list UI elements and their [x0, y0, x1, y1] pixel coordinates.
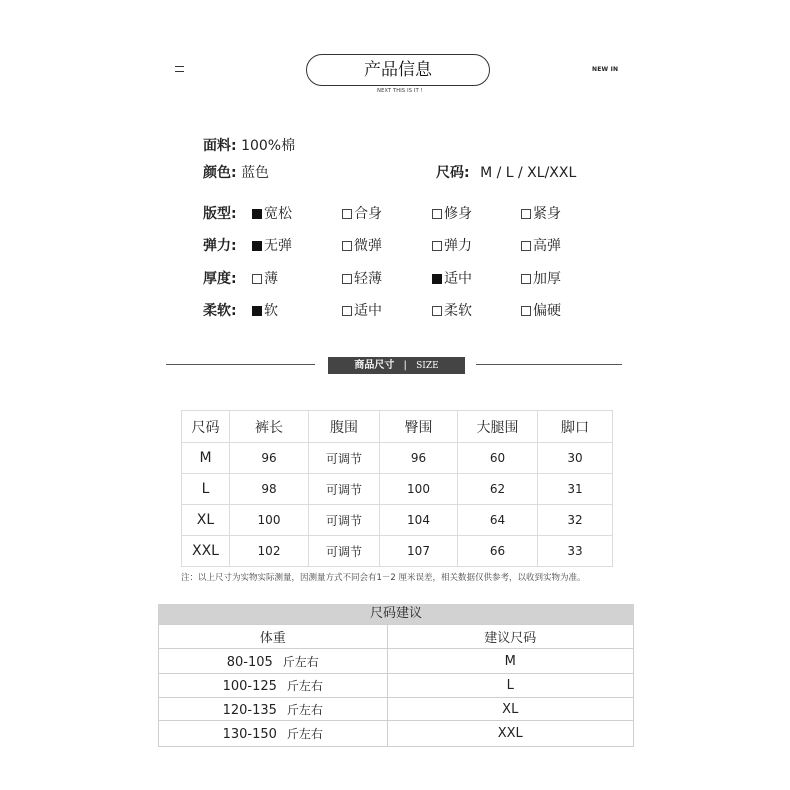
- attribute-label: 柔软:: [203, 303, 237, 319]
- recommend-table: [158, 624, 634, 747]
- fabric-row: [203, 135, 295, 155]
- table-cell: 可调节: [309, 536, 380, 567]
- attribute-option-label: 无弹: [264, 238, 292, 254]
- attribute-label: 版型:: [203, 206, 237, 222]
- weight-range: 100-125: [222, 679, 277, 694]
- attribute-option[interactable]: [521, 235, 561, 255]
- table-cell: 100: [380, 474, 458, 505]
- size-table: [181, 410, 613, 567]
- checkbox-empty-icon[interactable]: [342, 274, 352, 284]
- table-header-cell: 腹围: [309, 411, 380, 443]
- checkbox-empty-icon[interactable]: [521, 209, 531, 219]
- attribute-option[interactable]: [432, 300, 472, 320]
- color-label: 颜色:: [203, 165, 237, 181]
- fabric-value: 100%棉: [241, 138, 296, 154]
- attribute-option[interactable]: [432, 235, 472, 255]
- attribute-option-label: 宽松: [264, 206, 292, 222]
- table-header-cell: 臀围: [380, 411, 458, 443]
- table-header-cell: 裤长: [230, 411, 309, 443]
- table-header-row: [182, 411, 613, 443]
- table-row: [182, 474, 613, 505]
- sizes-row: [436, 162, 576, 182]
- recommend-weight-cell: [159, 649, 388, 674]
- table-cell: 66: [458, 536, 538, 567]
- attribute-option[interactable]: [521, 300, 561, 320]
- table-cell: M: [182, 443, 230, 474]
- new-in-label: NEW IN: [592, 66, 619, 73]
- attribute-option-label: 合身: [354, 206, 382, 222]
- recommend-weight-cell: [159, 698, 388, 721]
- attribute-option[interactable]: [252, 203, 292, 223]
- page-title: 产品信息: [306, 54, 490, 86]
- recommend-row: [159, 721, 634, 747]
- table-cell: 62: [458, 474, 538, 505]
- recommend-size-cell: M: [387, 649, 633, 674]
- recommend-row: [159, 649, 634, 674]
- checkbox-empty-icon[interactable]: [521, 274, 531, 284]
- checkbox-empty-icon[interactable]: [342, 209, 352, 219]
- checkbox-empty-icon[interactable]: [252, 274, 262, 284]
- table-header-cell: 大腿围: [458, 411, 538, 443]
- menu-icon[interactable]: [175, 66, 184, 76]
- color-value: 蓝色: [241, 165, 270, 181]
- table-cell: 64: [458, 505, 538, 536]
- attribute-option-label: 适中: [444, 271, 472, 287]
- attribute-option-label: 高弹: [533, 238, 561, 254]
- checkbox-checked-icon[interactable]: [252, 209, 262, 219]
- table-cell: 60: [458, 443, 538, 474]
- table-cell: 可调节: [309, 474, 380, 505]
- table-cell: 96: [230, 443, 309, 474]
- table-cell: 可调节: [309, 505, 380, 536]
- recommend-header-cell: 体重: [159, 625, 388, 649]
- recommend-weight-cell: [159, 674, 388, 698]
- checkbox-empty-icon[interactable]: [342, 306, 352, 316]
- checkbox-empty-icon[interactable]: [432, 209, 442, 219]
- table-cell: 104: [380, 505, 458, 536]
- attribute-option[interactable]: [252, 268, 278, 288]
- checkbox-checked-icon[interactable]: [252, 241, 262, 251]
- table-cell: 100: [230, 505, 309, 536]
- attribute-option[interactable]: [521, 203, 561, 223]
- checkbox-empty-icon[interactable]: [521, 306, 531, 316]
- weight-unit: 斤左右: [286, 702, 323, 717]
- attribute-option-label: 轻薄: [354, 271, 382, 287]
- attribute-option[interactable]: [521, 268, 561, 288]
- recommend-size-cell: L: [387, 674, 633, 698]
- table-cell: L: [182, 474, 230, 505]
- attribute-option[interactable]: [252, 300, 278, 320]
- table-cell: 31: [538, 474, 613, 505]
- sizes-label: 尺码:: [436, 165, 470, 181]
- recommend-header-row: [159, 625, 634, 649]
- divider-left: [166, 364, 315, 365]
- attribute-option-label: 偏硬: [533, 303, 561, 319]
- checkbox-checked-icon[interactable]: [252, 306, 262, 316]
- attribute-option-label: 薄: [264, 271, 278, 287]
- checkbox-empty-icon[interactable]: [432, 306, 442, 316]
- table-cell: 30: [538, 443, 613, 474]
- size-recommendation: [158, 604, 634, 747]
- size-section-tag: [328, 357, 465, 374]
- size-section-sep: |: [403, 360, 407, 371]
- checkbox-checked-icon[interactable]: [432, 274, 442, 284]
- attribute-option-label: 弹力: [444, 238, 472, 254]
- table-cell: 102: [230, 536, 309, 567]
- divider-right: [476, 364, 622, 365]
- attribute-option-label: 适中: [354, 303, 382, 319]
- attribute-option-label: 柔软: [444, 303, 472, 319]
- attribute-option[interactable]: [342, 235, 382, 255]
- attribute-option[interactable]: [432, 203, 472, 223]
- table-cell: XXL: [182, 536, 230, 567]
- table-cell: 可调节: [309, 443, 380, 474]
- sizes-value: M / L / XL/XXL: [480, 165, 577, 181]
- size-section-en: SIZE: [416, 361, 439, 371]
- recommend-header-cell: 建议尺码: [387, 625, 633, 649]
- table-header-cell: 脚口: [538, 411, 613, 443]
- attribute-label: 厚度:: [203, 271, 237, 287]
- table-header-cell: 尺码: [182, 411, 230, 443]
- weight-unit: 斤左右: [286, 679, 323, 693]
- recommend-size-cell: XL: [387, 698, 633, 721]
- attribute-option[interactable]: [342, 268, 382, 288]
- recommend-weight-cell: [159, 721, 388, 747]
- table-row: [182, 443, 613, 474]
- attribute-option-label: 微弹: [354, 238, 382, 254]
- table-cell: XL: [182, 505, 230, 536]
- subtitle: NEXT THIS IS IT !: [377, 88, 423, 94]
- checkbox-empty-icon[interactable]: [521, 241, 531, 251]
- size-note: 注：以上尺寸为实物实际测量，因测量方式不同会有1－2 厘米误差，相关数据仅供参考，以收到实物为准。: [181, 573, 586, 583]
- attribute-option-label: 软: [264, 303, 278, 319]
- weight-unit: 斤左右: [286, 727, 323, 741]
- attribute-option-label: 加厚: [533, 271, 561, 287]
- recommend-row: [159, 698, 634, 721]
- attribute-option[interactable]: [252, 235, 292, 255]
- table-cell: 96: [380, 443, 458, 474]
- attribute-label: 弹力:: [203, 238, 237, 254]
- fabric-label: 面料:: [203, 138, 237, 154]
- recommend-row: [159, 674, 634, 698]
- attribute-option-label: 修身: [444, 206, 472, 222]
- weight-range: 120-135: [222, 702, 277, 718]
- size-section-cn: 商品尺寸: [354, 360, 395, 371]
- attribute-option[interactable]: [342, 300, 382, 320]
- table-cell: 98: [230, 474, 309, 505]
- attribute-option[interactable]: [432, 268, 472, 288]
- table-row: [182, 536, 613, 567]
- attribute-option[interactable]: [342, 203, 382, 223]
- recommend-title: 尺码建议: [158, 604, 634, 624]
- table-cell: 32: [538, 505, 613, 536]
- checkbox-empty-icon[interactable]: [432, 241, 442, 251]
- attribute-option-label: 紧身: [533, 206, 561, 222]
- table-cell: 107: [380, 536, 458, 567]
- table-row: [182, 505, 613, 536]
- table-cell: 33: [538, 536, 613, 567]
- color-row: [203, 162, 269, 182]
- recommend-size-cell: XXL: [387, 721, 633, 747]
- checkbox-empty-icon[interactable]: [342, 241, 352, 251]
- weight-unit: 斤左右: [282, 654, 319, 669]
- weight-range: 130-150: [222, 727, 277, 742]
- weight-range: 80-105: [226, 654, 273, 670]
